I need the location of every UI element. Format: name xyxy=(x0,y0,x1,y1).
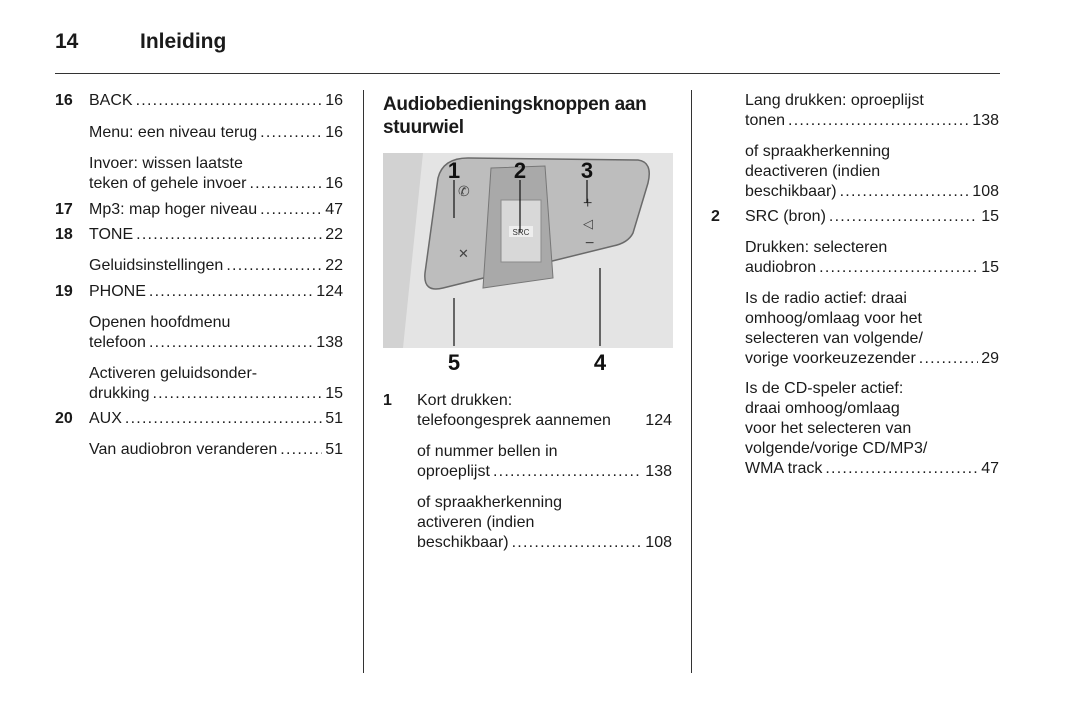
entry-text: AUX xyxy=(89,410,122,427)
entry-text: Is de CD-speler actief: xyxy=(745,380,904,397)
page-reference[interactable]: 108 xyxy=(972,183,999,200)
dot-leader xyxy=(226,256,322,276)
chapter-title: Inleiding xyxy=(140,30,227,53)
entry-text: selecteren van volgende/ xyxy=(745,330,923,347)
section-heading: Audiobedieningsknoppen aan stuurwiel xyxy=(383,94,647,138)
steering-wheel-controls-figure xyxy=(383,148,673,378)
dot-leader xyxy=(260,200,322,220)
callout-4: 4 xyxy=(593,350,607,375)
entry-text: WMA track xyxy=(745,460,823,477)
mute-icon: ✕ xyxy=(458,246,469,261)
page-reference[interactable]: 138 xyxy=(972,112,999,129)
page-reference[interactable]: 124 xyxy=(645,412,672,429)
page-number: 14 xyxy=(55,30,79,53)
index-entry xyxy=(55,123,343,143)
index-entry xyxy=(711,207,999,227)
dot-leader xyxy=(125,409,322,429)
page-reference[interactable]: 108 xyxy=(645,534,672,551)
index-entry xyxy=(711,379,999,479)
callout-2: 2 xyxy=(513,158,527,183)
page-reference[interactable]: 22 xyxy=(325,257,343,274)
entry-text: tonen xyxy=(745,112,786,129)
entry-text: Openen hoofdmenu xyxy=(89,314,231,331)
dot-leader xyxy=(611,411,645,431)
column-divider xyxy=(363,90,364,673)
entry-text: Kort drukken: xyxy=(417,392,513,409)
dot-leader xyxy=(493,462,642,482)
index-entry xyxy=(55,154,343,194)
entry-text: of nummer bellen in xyxy=(417,443,558,460)
entry-text: audiobron xyxy=(745,259,817,276)
entry-text: Mp3: map hoger niveau xyxy=(89,201,258,218)
page-reference[interactable]: 138 xyxy=(316,334,343,351)
callout-1: 1 xyxy=(447,158,461,183)
page-reference[interactable]: 51 xyxy=(325,410,343,427)
entry-text: activeren (indien xyxy=(417,514,535,531)
entry-text: of spraakherkenning xyxy=(417,494,562,511)
entry-number: 20 xyxy=(55,410,73,427)
page-reference[interactable]: 47 xyxy=(325,201,343,218)
entry-text: volgende/vorige CD/MP3/ xyxy=(745,440,928,457)
index-entry xyxy=(383,442,672,482)
page-reference[interactable]: 22 xyxy=(325,226,343,243)
entry-text: SRC (bron) xyxy=(745,208,826,225)
entry-text: telefoon xyxy=(89,334,146,351)
page-reference[interactable]: 51 xyxy=(325,441,343,458)
index-entry xyxy=(55,440,343,460)
page-reference[interactable]: 15 xyxy=(981,208,999,225)
dot-leader xyxy=(149,333,313,353)
entry-text: omhoog/omlaag voor het xyxy=(745,310,922,327)
entry-text: TONE xyxy=(89,226,134,243)
dot-leader xyxy=(919,349,978,369)
index-entry xyxy=(55,409,343,429)
volume-down-icon: − xyxy=(585,235,595,252)
entry-text: teken of gehele invoer xyxy=(89,175,247,192)
index-entry xyxy=(383,493,672,553)
entry-text: beschikbaar) xyxy=(745,183,837,200)
callout-3: 3 xyxy=(580,158,594,183)
volume-up-icon: + xyxy=(583,195,593,212)
entry-number: 1 xyxy=(383,392,392,409)
index-entry xyxy=(55,200,343,220)
speaker-icon: ◁ xyxy=(583,216,593,231)
dot-leader xyxy=(825,459,978,479)
page-reference[interactable]: 16 xyxy=(325,124,343,141)
entry-number: 17 xyxy=(55,201,73,218)
entry-text: Lang drukken: oproeplijst xyxy=(745,92,924,109)
dot-leader xyxy=(152,384,322,404)
page-reference[interactable]: 138 xyxy=(645,463,672,480)
dot-leader xyxy=(149,282,313,302)
entry-text: Geluidsinstellingen xyxy=(89,257,224,274)
page-reference[interactable]: 16 xyxy=(325,175,343,192)
phone-icon: ✆ xyxy=(458,183,470,199)
index-entry xyxy=(711,289,999,369)
index-entry xyxy=(711,142,999,202)
page-reference[interactable]: 124 xyxy=(316,283,343,300)
entry-number: 16 xyxy=(55,92,73,109)
dot-leader xyxy=(136,91,323,111)
entry-text: draai omhoog/omlaag xyxy=(745,400,900,417)
column-divider xyxy=(691,90,692,673)
dot-leader xyxy=(819,258,978,278)
page-reference[interactable]: 15 xyxy=(325,385,343,402)
dot-leader xyxy=(249,174,322,194)
src-label: SRC xyxy=(512,228,530,237)
dot-leader xyxy=(840,182,970,202)
entry-text: Invoer: wissen laatste xyxy=(89,155,243,172)
index-entry xyxy=(55,225,343,245)
dot-leader xyxy=(136,225,322,245)
index-entry xyxy=(711,91,999,131)
entry-text: Drukken: selecteren xyxy=(745,239,888,256)
dot-leader xyxy=(788,111,969,131)
callout-5: 5 xyxy=(447,350,461,375)
page-reference[interactable]: 29 xyxy=(981,350,999,367)
entry-text: voor het selecteren van xyxy=(745,420,912,437)
entry-text: drukking xyxy=(89,385,150,402)
page-reference[interactable]: 16 xyxy=(325,92,343,109)
entry-number: 19 xyxy=(55,283,73,300)
entry-text: of spraakherkenning xyxy=(745,143,890,160)
dot-leader xyxy=(280,440,322,460)
index-entry xyxy=(55,364,343,404)
index-entry xyxy=(55,282,343,302)
index-entry xyxy=(55,313,343,353)
index-entry xyxy=(711,238,999,278)
entry-text: PHONE xyxy=(89,283,146,300)
entry-text: vorige voorkeuzezender xyxy=(745,350,916,367)
entry-number: 2 xyxy=(711,208,720,225)
dot-leader xyxy=(260,123,322,143)
entry-text: oproeplijst xyxy=(417,463,490,480)
dot-leader xyxy=(829,207,978,227)
index-entry xyxy=(383,391,672,431)
entry-text: deactiveren (indien xyxy=(745,163,881,180)
dot-leader xyxy=(512,533,643,553)
entry-text: Is de radio actief: draai xyxy=(745,290,907,307)
entry-number: 18 xyxy=(55,226,73,243)
entry-text: beschikbaar) xyxy=(417,534,509,551)
entry-text: BACK xyxy=(89,92,133,109)
page-reference[interactable]: 15 xyxy=(981,259,999,276)
entry-text: Activeren geluidsonder- xyxy=(89,365,258,382)
entry-text: Van audiobron veranderen xyxy=(89,441,278,458)
index-entry xyxy=(55,91,343,111)
index-entry xyxy=(55,256,343,276)
page-reference[interactable]: 47 xyxy=(981,460,999,477)
header-rule xyxy=(55,73,1000,74)
entry-text: telefoongesprek aannemen xyxy=(417,412,611,429)
entry-text: Menu: een niveau terug xyxy=(89,124,258,141)
